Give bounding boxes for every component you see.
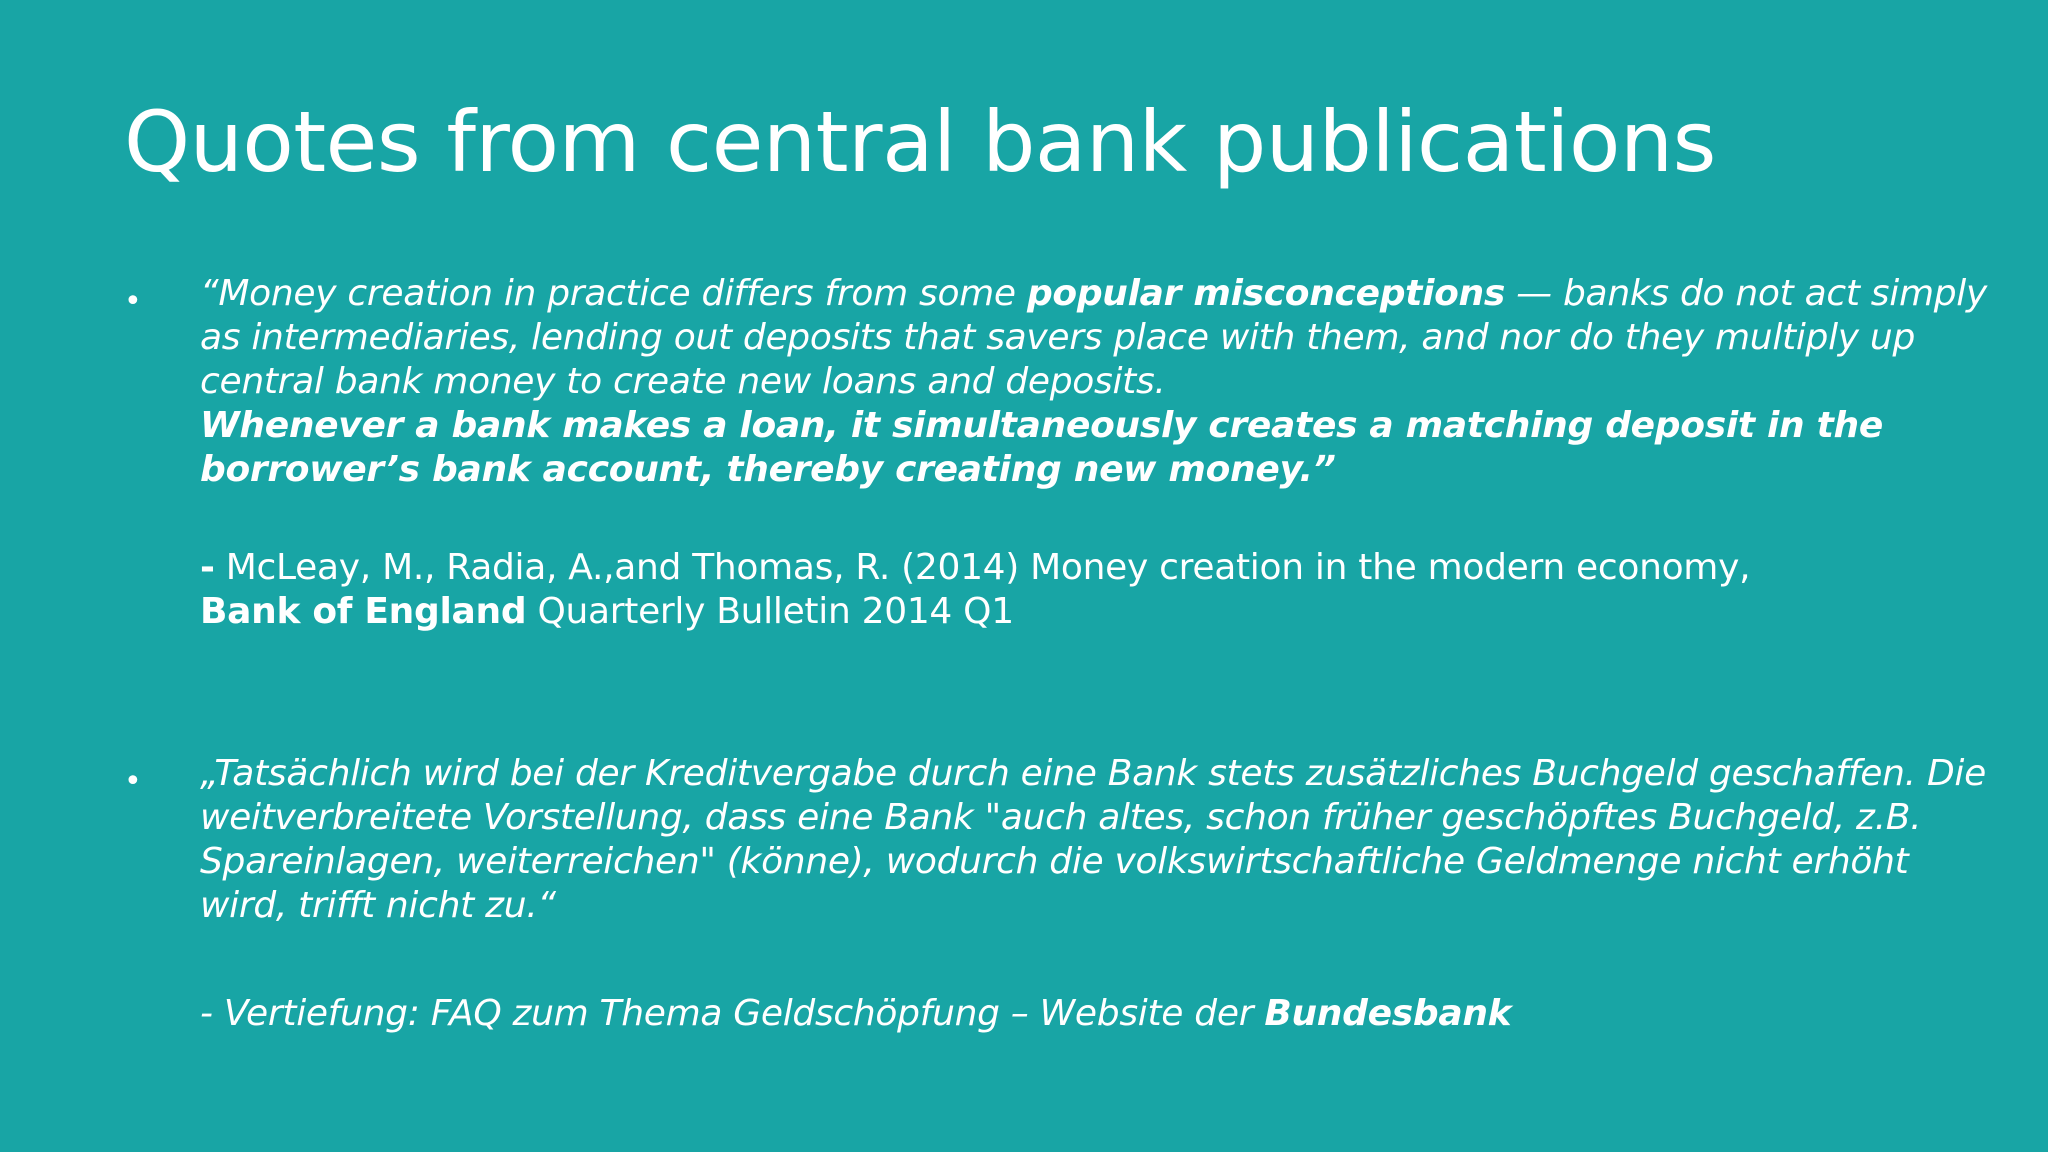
quote-bundesbank: „Tatsächlich wird bei der Kreditvergabe durch eine Bank stets zusätzliches Buchgeld geschaffen. Die weitverbreitete Vorstellung, dass eine Bank "auch altes, schon früher geschöpftes Buchgeld, z.B. Spareinlagen, weiterreichen" (könne), wodurch die volkswirtschaftliche Geldmenge nicht erhöht wird, trifft nicht zu.“ [200,753,1986,926]
quote-boe [200,272,2000,492]
citation-bundesbank [200,992,2000,1036]
quote-text: — banks do not act simply as intermediaries, lending out deposits that savers place with them, and nor do they multiply up central bank money to create new loans and deposits. [200,273,1987,402]
citation-source-rest: Quarterly Bulletin 2014 Q1 [526,591,1014,632]
quote-emphasis: popular misconceptions [1026,273,1506,314]
bullet-body [200,752,2000,1036]
bullet-point: • [124,764,142,799]
citation-dash: - [200,547,215,588]
slide-title: Quotes from central bank publications [124,93,1716,191]
quote-emphasis: Whenever a bank makes a loan, it simultaneously creates a matching deposit in the borrower’s bank account, thereby creating new money.” [200,405,1883,490]
citation-text: - Vertiefung: FAQ zum Thema Geldschöpfung – Website der [200,993,1265,1034]
quote-text: “Money creation in practice differs from some [200,273,1027,314]
citation-source: Bundesbank [1264,993,1512,1034]
bullet-point: • [124,284,142,319]
citation-boe [200,546,2000,634]
citation-source: Bank of England [200,591,527,632]
bullet-body [200,272,2000,634]
citation-authors: McLeay, M., Radia, A.,and Thomas, R. (2014) Money creation in the modern economy, [214,547,1751,588]
